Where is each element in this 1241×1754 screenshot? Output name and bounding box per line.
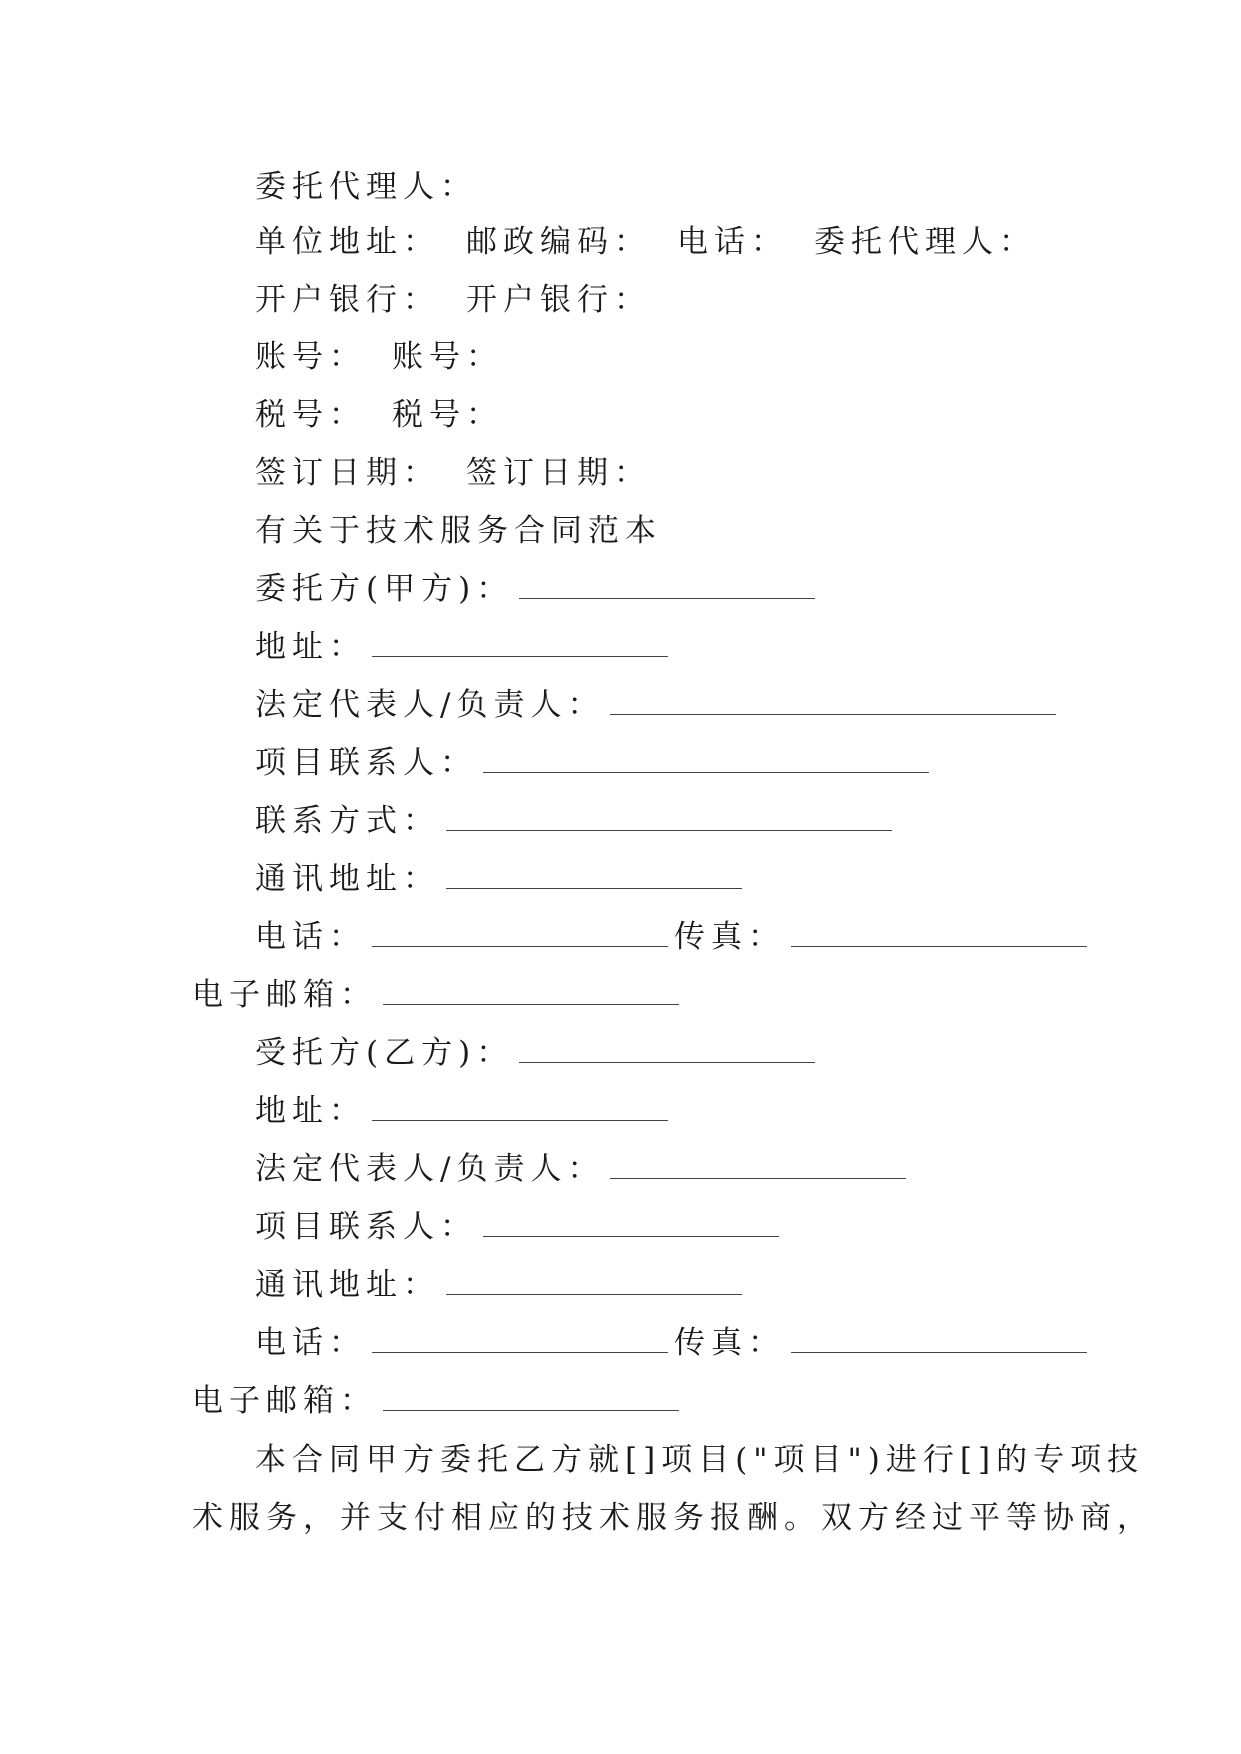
party-b-address-line (255, 1091, 674, 1131)
party-b-mail-label: 通讯地址： (255, 1267, 440, 1303)
party-b-contact-blank (483, 1212, 779, 1237)
agent-line (255, 167, 477, 207)
document-title: 有关于技术服务合同范本 (255, 513, 662, 549)
party-b-rep-line (255, 1149, 912, 1189)
party-a-fax-blank (791, 922, 1087, 947)
party-a-mail-line (255, 859, 748, 899)
postcode-label: 邮政编码： (466, 224, 651, 260)
bank-label-2: 开户银行： (466, 282, 651, 318)
party-a-email-line (192, 975, 685, 1015)
tax-label-2: 税号： (392, 397, 503, 433)
account-label: 账号： (255, 339, 366, 375)
party-a-rep-line (255, 685, 1062, 725)
paragraph-line-2: 术服务，并支付相应的技术服务报酬。双方经过平等协商， (192, 1500, 1154, 1536)
party-a-method-line (255, 801, 898, 841)
tax-line (255, 395, 503, 435)
party-b-fax-label: 传真： (674, 1325, 785, 1361)
party-a-method-blank (446, 806, 892, 831)
party-b-email-line (192, 1381, 685, 1421)
party-b-tel-blank (372, 1328, 668, 1353)
party-a-contact-label: 项目联系人： (255, 745, 477, 781)
party-a-tel-blank (372, 922, 668, 947)
party-a-email-blank (383, 980, 679, 1005)
party-b-contact-label: 项目联系人： (255, 1209, 477, 1245)
sign-date-label: 签订日期： (255, 455, 440, 491)
party-a-method-label: 联系方式： (255, 803, 440, 839)
account-label-2: 账号： (392, 339, 503, 375)
account-line (255, 337, 503, 377)
party-b-contact-line (255, 1207, 785, 1247)
agent-label-2: 委托代理人： (814, 224, 1036, 260)
party-a-fax-label: 传真： (674, 919, 785, 955)
party-b-rep-label: 法定代表人/负责人： (255, 1151, 605, 1187)
phone-label: 电话： (677, 224, 788, 260)
paragraph-line-1: 本合同甲方委托乙方就[]项目("项目")进行[]的专项技 (255, 1442, 1145, 1478)
bank-line (255, 280, 651, 320)
unit-address-label: 单位地址： (255, 224, 440, 260)
party-a-address-label: 地址： (255, 629, 366, 665)
sign-date-label-2: 签订日期： (466, 455, 651, 491)
party-a-rep-label: 法定代表人/负责人： (255, 687, 605, 723)
bank-label: 开户银行： (255, 282, 440, 318)
party-a-email-label: 电子邮箱： (192, 977, 377, 1013)
party-a-rep-blank (610, 690, 1056, 715)
party-a-line (255, 569, 821, 609)
party-a-mail-blank (446, 864, 742, 889)
sign-date-line (255, 453, 651, 493)
party-a-address-blank (372, 632, 668, 657)
party-b-email-label: 电子邮箱： (192, 1383, 377, 1419)
party-a-label: 委托方(甲方)： (255, 571, 514, 607)
party-b-tel-line (255, 1323, 1093, 1363)
agent-label: 委托代理人： (255, 169, 477, 205)
party-b-label: 受托方(乙方)： (255, 1035, 514, 1071)
party-b-tel-label: 电话： (255, 1325, 366, 1361)
party-a-mail-label: 通讯地址： (255, 861, 440, 897)
party-b-mail-blank (446, 1270, 742, 1295)
party-b-address-blank (372, 1096, 668, 1121)
party-a-tel-label: 电话： (255, 919, 366, 955)
party-a-contact-line (255, 743, 935, 783)
party-b-blank (519, 1038, 815, 1063)
party-b-fax-blank (791, 1328, 1087, 1353)
party-b-email-blank (383, 1386, 679, 1411)
unit-info-line (255, 222, 1036, 262)
party-b-line (255, 1033, 821, 1073)
party-b-address-label: 地址： (255, 1093, 366, 1129)
party-a-blank (519, 574, 815, 599)
party-a-address-line (255, 627, 674, 667)
party-b-rep-blank (610, 1154, 906, 1179)
party-a-tel-line (255, 917, 1093, 957)
tax-label: 税号： (255, 397, 366, 433)
party-b-mail-line (255, 1265, 748, 1305)
party-a-contact-blank (483, 748, 929, 773)
